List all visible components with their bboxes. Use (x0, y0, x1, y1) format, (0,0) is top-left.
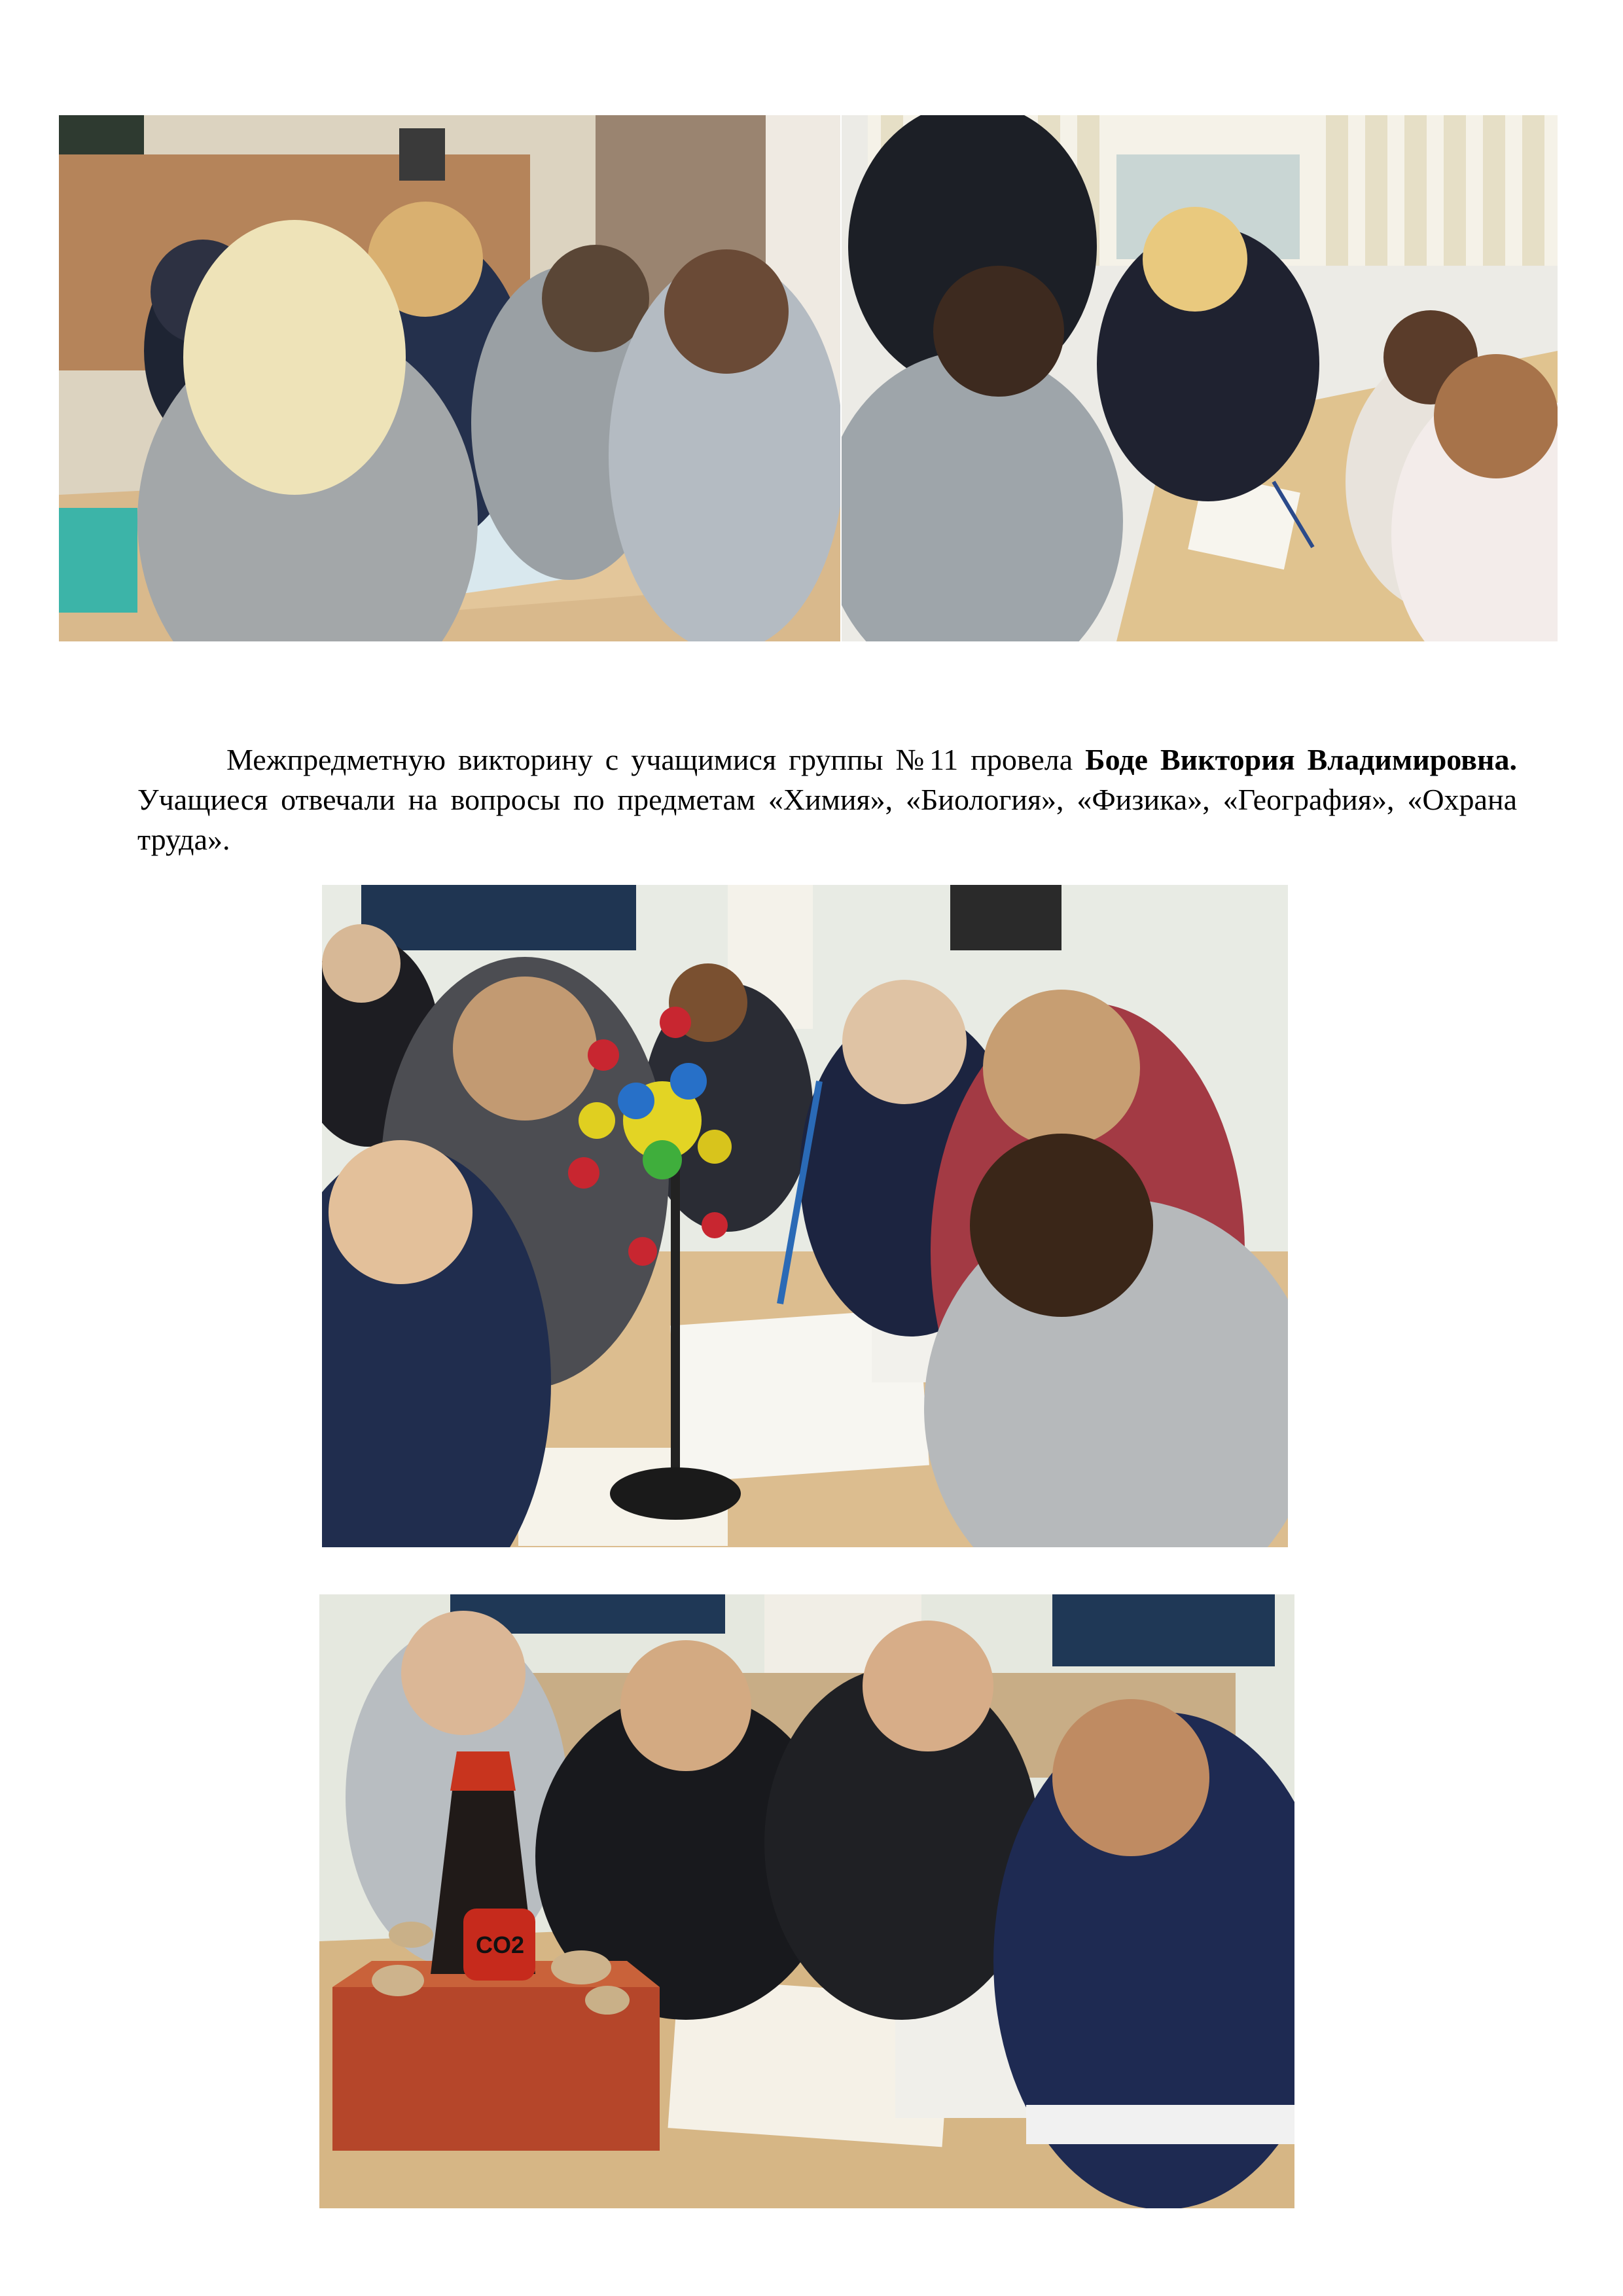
volcano-label: CO2 (475, 1931, 525, 1958)
photo-4-illustration (319, 1594, 1294, 2208)
photo-students-with-volcano-model (319, 1594, 1294, 2208)
text-before-name: Межпредметную викторину с учащимися группы №11 провела (226, 743, 1086, 776)
photo-students-at-desk (59, 115, 840, 641)
photo-students-with-molecule-model (322, 885, 1288, 1547)
photo-3-illustration (322, 885, 1288, 1547)
text-after-name: Учащиеся отвечали на вопросы по предметам «Химия», «Биология», «Физика», «География», «Охрана труда». (137, 783, 1517, 856)
photo-students-writing-near-window (842, 115, 1558, 641)
teacher-name: Боде Виктория Владимировна. (1085, 743, 1518, 776)
event-description-paragraph (137, 740, 1517, 859)
photo-2-illustration (842, 115, 1558, 641)
photo-1-illustration (59, 115, 840, 641)
